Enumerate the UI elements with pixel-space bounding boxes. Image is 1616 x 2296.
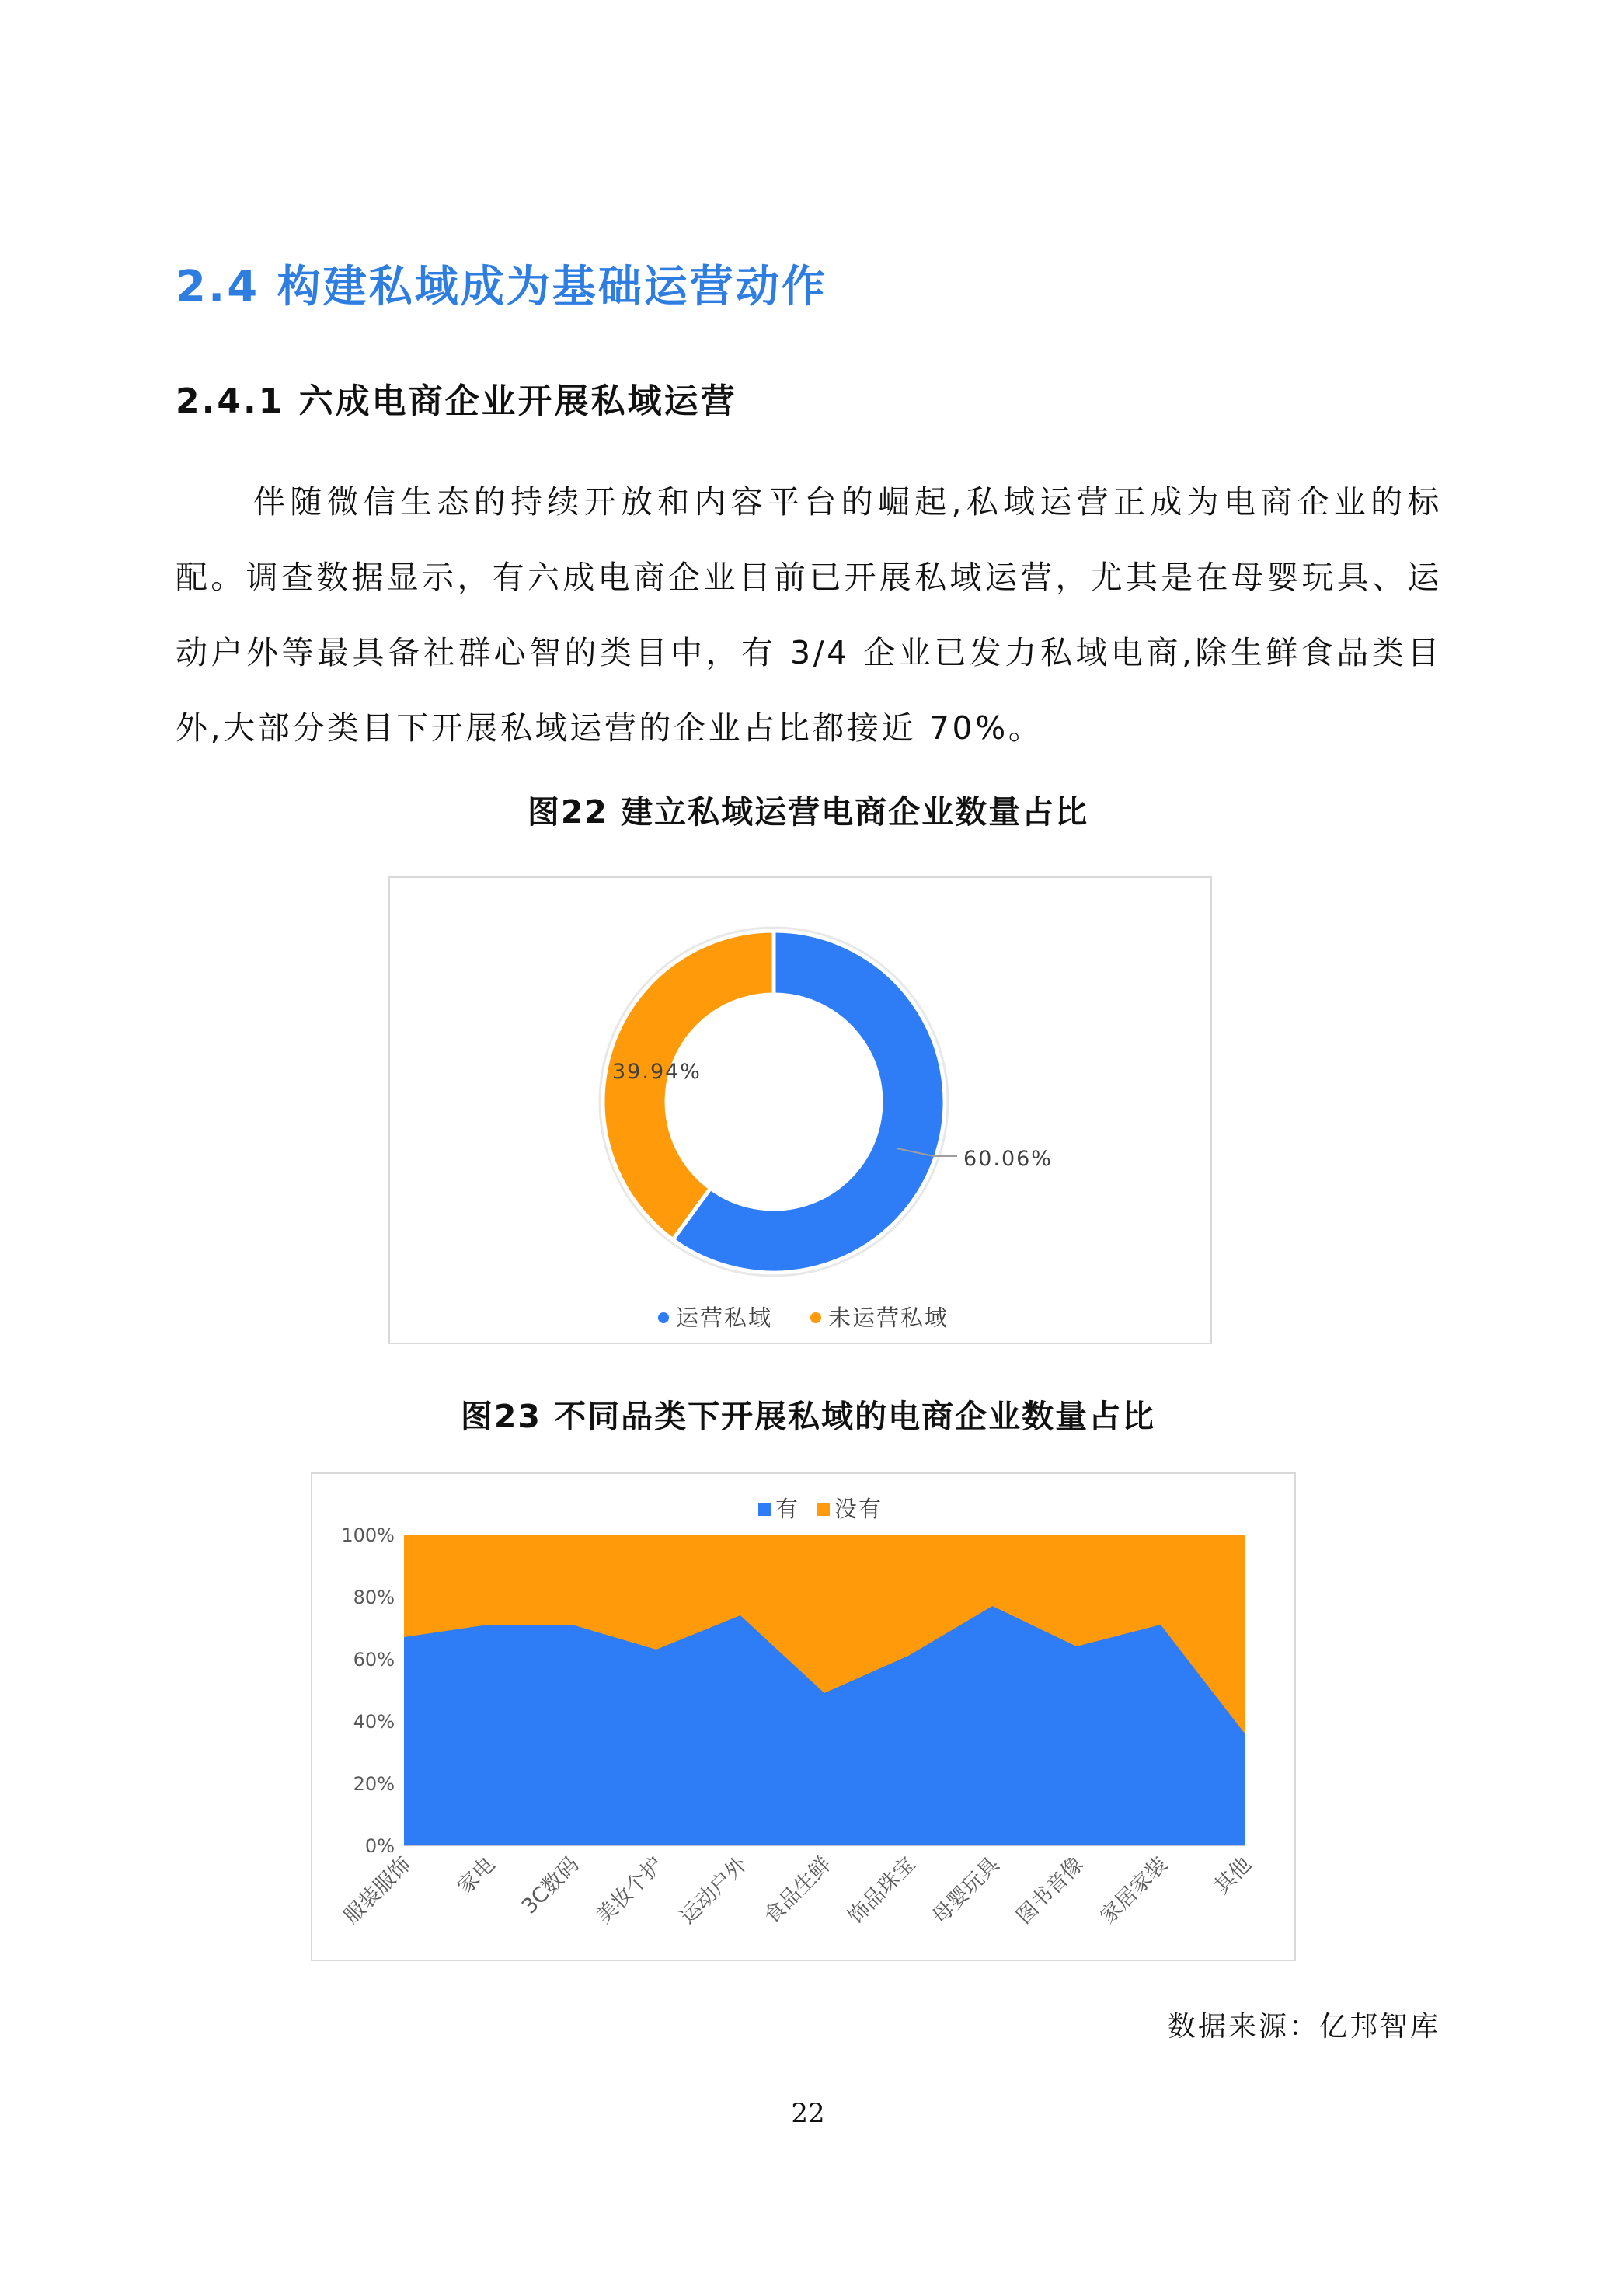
legend-label-1: 没有 [834, 1496, 883, 1522]
legend-label-1: 未运营私域 [828, 1305, 949, 1331]
y-tick-label: 0% [364, 1835, 395, 1857]
legend-marker-0 [758, 1503, 771, 1516]
x-tick-label: 家居家装 [1095, 1852, 1172, 1929]
page-number: 22 [791, 2098, 825, 2129]
x-tick-label: 其他 [1209, 1852, 1256, 1900]
x-tick-label: 母婴玩具 [928, 1852, 1005, 1929]
x-tick-label: 家电 [453, 1852, 500, 1900]
data-label-1: 39.94% [612, 1060, 702, 1084]
legend-label-0: 有 [775, 1496, 800, 1522]
data-source-note: 数据来源：亿邦智库 [1167, 2011, 1440, 2043]
figure23-caption: 图23 不同品类下开展私域的电商企业数量占比 [460, 1398, 1156, 1435]
donut-slice-1 [603, 931, 774, 1239]
y-tick-label: 60% [353, 1649, 395, 1671]
legend-label-0: 运营私域 [676, 1305, 773, 1331]
area-chart [312, 1474, 1294, 1960]
x-tick-label: 美妆个护 [591, 1852, 668, 1929]
x-tick-label: 运动户外 [675, 1852, 752, 1929]
donut-chart [390, 878, 1210, 1343]
legend-marker-1 [817, 1503, 830, 1516]
body-paragraph: 伴随微信生态的持续开放和内容平台的崛起,私域运营正成为电商企业的标配。调查数据显示，有六成电商企业目前已开展私域运营，尤其是在母婴玩具、运动户外等最具备社群心智的类目中，有 3/4 企业已发力私域电商,除生鲜食品类目外,大部分类目下开展私域运营的企业占比都接近 70%。 [176, 483, 1442, 747]
y-tick-label: 40% [353, 1711, 395, 1733]
x-tick-label: 服装服饰 [339, 1852, 416, 1929]
x-tick-label: 饰品珠宝 [843, 1852, 921, 1929]
donut-chart-frame [388, 876, 1212, 1344]
y-tick-label: 100% [341, 1524, 395, 1546]
figure22-caption: 图22 建立私域运营电商企业数量占比 [527, 793, 1089, 831]
y-tick-label: 80% [353, 1587, 395, 1608]
legend-marker-1 [810, 1312, 821, 1323]
x-tick-label: 食品生鲜 [759, 1852, 836, 1929]
x-tick-label: 3C数码 [517, 1852, 584, 1919]
x-tick-label: 图书音像 [1012, 1852, 1088, 1929]
section-title: 2.4 构建私域成为基础运营动作 [176, 262, 827, 312]
legend-marker-0 [658, 1312, 669, 1323]
data-label-0: 60.06% [963, 1147, 1053, 1171]
y-tick-label: 20% [353, 1773, 395, 1795]
area-chart-frame [311, 1472, 1296, 1961]
subsection-title: 2.4.1 六成电商企业开展私域运营 [176, 382, 737, 421]
